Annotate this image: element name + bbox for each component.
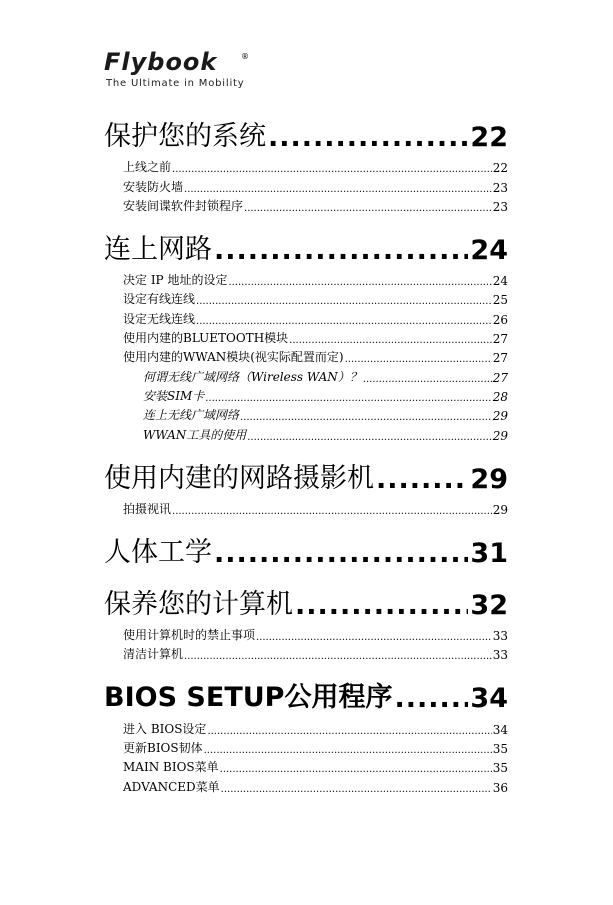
- dot-leader: [394, 683, 468, 714]
- dot-leader: [268, 122, 468, 153]
- dot-leader: [204, 745, 492, 756]
- dot-leader: [363, 374, 492, 385]
- chapter-page-number: 34: [470, 683, 508, 715]
- entry-title: 使用计算机时的禁止事项: [123, 628, 256, 643]
- entry-title: 清洁计算机: [123, 647, 184, 662]
- chapter-heading[interactable]: [104, 109, 508, 153]
- dot-leader: [214, 235, 468, 266]
- entry-title: 决定 IP 地址的设定: [123, 273, 228, 288]
- section-entry[interactable]: [123, 156, 508, 175]
- entry-title: 安装防火墙: [123, 179, 184, 194]
- subsection-entry[interactable]: [143, 365, 508, 384]
- chapter-page-number: 31: [470, 537, 508, 569]
- section-list: [123, 498, 508, 517]
- entry-page-number: 24: [492, 274, 508, 289]
- chapter-title: 使用内建的网路摄影机: [104, 462, 374, 494]
- dot-leader: [240, 412, 492, 423]
- dot-leader: [214, 538, 468, 569]
- dot-leader: [172, 506, 492, 517]
- dot-leader: [172, 164, 492, 175]
- entry-title: 使用内建的WWAN模块(视实际配置而定): [123, 350, 344, 365]
- dot-leader: [221, 784, 492, 795]
- entry-page-number: 29: [492, 502, 508, 517]
- dot-leader: [376, 464, 468, 495]
- chapter-title: 人体工学: [104, 536, 212, 568]
- dot-leader: [184, 184, 492, 195]
- entry-title: MAIN BIOS菜单: [123, 760, 219, 775]
- section-entry[interactable]: [123, 498, 508, 517]
- chapter-title: BIOS SETUP公用程序: [104, 682, 393, 714]
- entry-title: 进入 BIOS设定: [123, 721, 207, 736]
- entry-title: 连上无线广域网络: [143, 408, 240, 423]
- section-entry[interactable]: [123, 717, 508, 736]
- entry-page-number: 29: [492, 409, 508, 424]
- entry-page-number: 22: [492, 161, 508, 176]
- entry-title: 设定无线连线: [123, 311, 196, 326]
- entry-page-number: 27: [492, 351, 508, 366]
- dot-leader: [289, 335, 492, 346]
- chapter-heading[interactable]: [104, 670, 508, 714]
- section-entry[interactable]: [123, 288, 508, 307]
- entry-page-number: 35: [492, 742, 508, 757]
- dot-leader: [228, 277, 491, 288]
- dot-leader: [207, 726, 491, 737]
- dot-leader: [256, 632, 492, 643]
- entry-page-number: 29: [492, 428, 508, 443]
- section-list: [123, 156, 508, 214]
- section-entry[interactable]: [123, 643, 508, 662]
- chapter-title: 保养您的计算机: [104, 588, 293, 620]
- entry-page-number: 34: [492, 722, 508, 737]
- entry-title: 使用内建的BLUETOOTH模块: [123, 331, 289, 346]
- dot-leader: [244, 203, 492, 214]
- section-entry[interactable]: [123, 346, 508, 365]
- entry-page-number: 27: [492, 332, 508, 347]
- subsection-entry[interactable]: [143, 385, 508, 404]
- entry-page-number: 36: [492, 780, 508, 795]
- entry-title: 拍摄视讯: [123, 501, 172, 516]
- entry-page-number: 33: [492, 629, 508, 644]
- section-entry[interactable]: [123, 269, 508, 288]
- chapter-heading[interactable]: [104, 451, 508, 495]
- entry-page-number: 25: [492, 293, 508, 308]
- dot-leader: [295, 590, 468, 621]
- section-list: [123, 624, 508, 663]
- dot-leader: [196, 296, 492, 307]
- entry-page-number: 23: [492, 199, 508, 214]
- entry-title: ADVANCED菜单: [123, 779, 220, 794]
- section-entry[interactable]: [123, 624, 508, 643]
- dot-leader: [345, 354, 492, 365]
- entry-page-number: 33: [492, 648, 508, 663]
- entry-title: 设定有线连线: [123, 292, 196, 307]
- entry-page-number: 35: [492, 761, 508, 776]
- dot-leader: [220, 764, 492, 775]
- entry-title: WWAN工具的使用: [143, 427, 247, 442]
- chapter-heading[interactable]: [104, 577, 508, 621]
- entry-page-number: 23: [492, 180, 508, 195]
- flybook-logo: [104, 48, 254, 93]
- entry-title: 更新BIOS韧体: [123, 741, 203, 756]
- subsection-entry[interactable]: [143, 423, 508, 442]
- chapter-page-number: 29: [470, 463, 508, 495]
- section-entry[interactable]: [123, 307, 508, 326]
- entry-page-number: 28: [492, 389, 508, 404]
- chapter-page-number: 32: [470, 589, 508, 621]
- chapter-page-number: 22: [470, 122, 508, 153]
- section-entry[interactable]: [123, 195, 508, 214]
- entry-title: 何谓无线广域网络（Wireless WAN）？: [143, 369, 362, 384]
- entry-page-number: 26: [492, 312, 508, 327]
- entry-title: 安装间谍软件封锁程序: [123, 198, 244, 213]
- section-list: [123, 269, 508, 443]
- dot-leader: [247, 432, 491, 443]
- chapter-title: 保护您的系统: [104, 121, 266, 152]
- logo-wordmark: Flybook: [104, 48, 218, 76]
- chapter-heading[interactable]: [104, 222, 508, 266]
- logo-registered-mark: ®: [241, 52, 249, 61]
- table-of-contents: [104, 101, 508, 801]
- section-entry[interactable]: [123, 756, 508, 775]
- entry-page-number: 27: [492, 370, 508, 385]
- dot-leader: [184, 651, 492, 662]
- section-list: [123, 717, 508, 794]
- entry-title: 安装SIM卡: [143, 388, 205, 403]
- section-entry[interactable]: [123, 775, 508, 794]
- chapter-title: 连上网路: [104, 233, 212, 265]
- chapter-heading[interactable]: [104, 525, 508, 569]
- chapter-page-number: 24: [470, 234, 508, 266]
- section-entry[interactable]: [123, 327, 508, 346]
- logo-tagline: The Ultimate in Mobility: [106, 78, 245, 89]
- dot-leader: [205, 393, 491, 404]
- dot-leader: [196, 316, 492, 327]
- section-entry[interactable]: [123, 175, 508, 194]
- entry-title: 上线之前: [123, 160, 172, 175]
- subsection-entry[interactable]: [143, 404, 508, 423]
- section-entry[interactable]: [123, 737, 508, 756]
